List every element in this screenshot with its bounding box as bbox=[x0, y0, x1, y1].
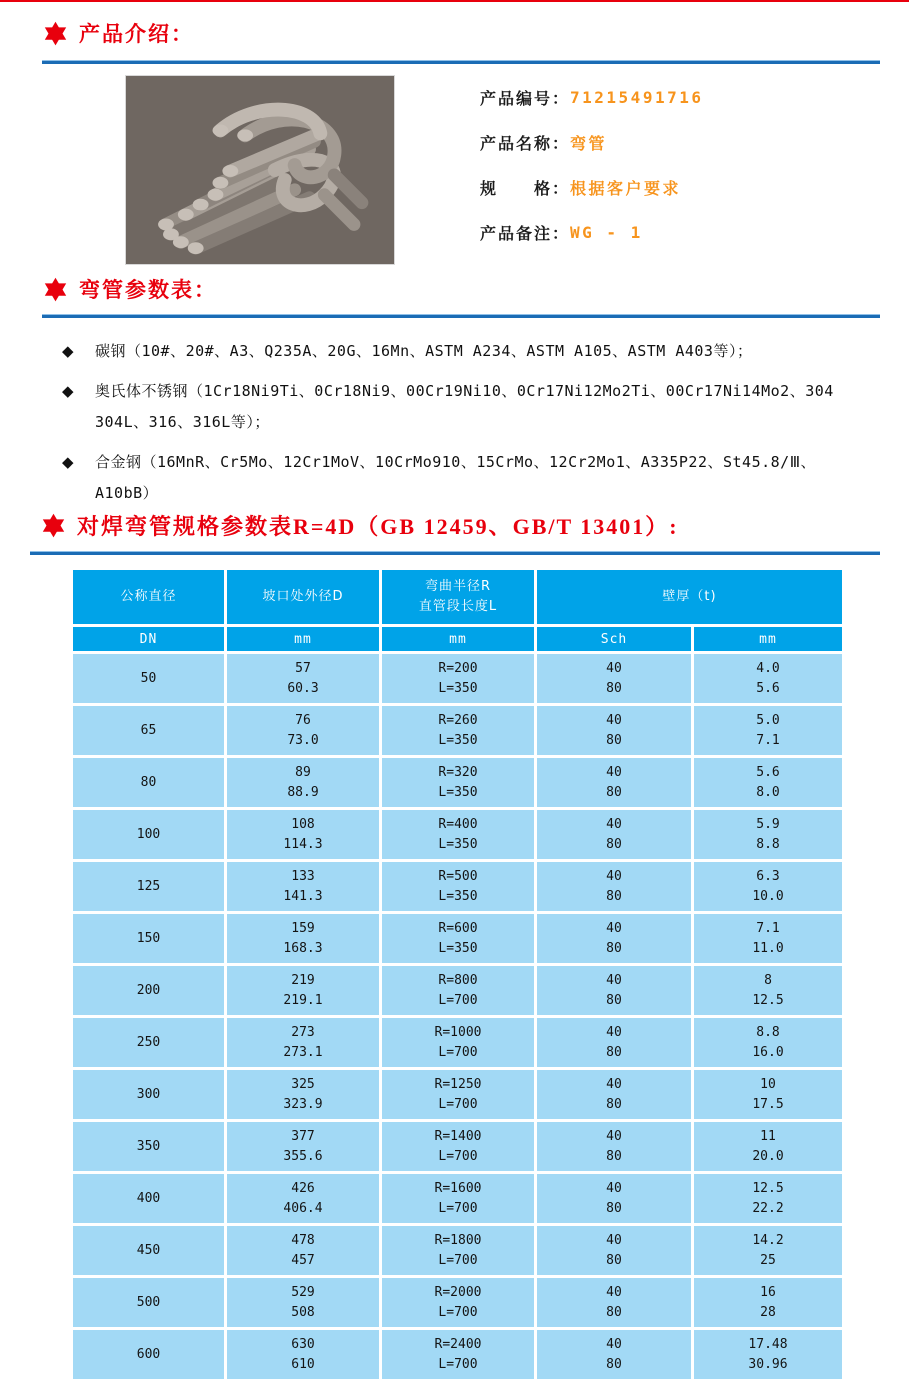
table-cell-radius-length: R=800 L=700 bbox=[382, 966, 534, 1015]
subheader-mm: mm bbox=[227, 627, 379, 651]
product-info bbox=[480, 88, 703, 268]
table-cell-thickness: 4.0 5.6 bbox=[694, 654, 842, 703]
product-note-value: WG - 1 bbox=[570, 222, 643, 242]
table-cell-sch: 40 80 bbox=[537, 1330, 691, 1379]
table-cell-outer-diameter: 478 457 bbox=[227, 1226, 379, 1275]
table-cell-outer-diameter: 159 168.3 bbox=[227, 914, 379, 963]
table-cell-radius-length: R=200 L=350 bbox=[382, 654, 534, 703]
star-icon bbox=[42, 276, 69, 303]
table-cell-sch: 40 80 bbox=[537, 654, 691, 703]
table-cell-dn: 350 bbox=[73, 1122, 224, 1171]
product-name-label: 产品名称： bbox=[480, 133, 571, 153]
section-params-title: 弯管参数表： bbox=[79, 278, 217, 302]
diamond-bullet-icon: ◆ bbox=[62, 342, 75, 360]
header-text: 壁厚（t) bbox=[662, 589, 717, 604]
table-cell-outer-diameter: 630 610 bbox=[227, 1330, 379, 1379]
subheader-mm: mm bbox=[694, 627, 842, 651]
table-cell-outer-diameter: 219 219.1 bbox=[227, 966, 379, 1015]
table-cell-sch: 40 80 bbox=[537, 1122, 691, 1171]
table-cell-dn: 125 bbox=[73, 862, 224, 911]
table-cell-thickness: 11 20.0 bbox=[694, 1122, 842, 1171]
material-item-stainless-steel bbox=[62, 376, 868, 438]
header-text: 坡口处外径D bbox=[262, 589, 344, 604]
table-cell-radius-length: R=600 L=350 bbox=[382, 914, 534, 963]
section-intro-title: 产品介绍： bbox=[79, 22, 194, 46]
section-intro-heading bbox=[42, 18, 194, 48]
table-cell-dn: 600 bbox=[73, 1330, 224, 1379]
table-cell-radius-length: R=1400 L=700 bbox=[382, 1122, 534, 1171]
header-text: 公称直径 bbox=[120, 589, 177, 604]
material-text: 合金钢（16MnR、Cr5Mo、12Cr1MoV、10CrMo910、15CrMo、12Cr2Mo1、A335P22、St45.8/Ⅲ、A10bB） bbox=[95, 453, 817, 502]
table-cell-radius-length: R=1000 L=700 bbox=[382, 1018, 534, 1067]
table-cell-radius-length: R=260 L=350 bbox=[382, 706, 534, 755]
product-spec-label: 规 格： bbox=[480, 178, 571, 198]
table-cell-dn: 400 bbox=[73, 1174, 224, 1223]
subheader-dn: DN bbox=[73, 627, 224, 651]
table-cell-dn: 100 bbox=[73, 810, 224, 859]
table-cell-radius-length: R=1800 L=700 bbox=[382, 1226, 534, 1275]
product-field-row bbox=[480, 133, 703, 151]
table-cell-thickness: 14.2 25 bbox=[694, 1226, 842, 1275]
subheader-sch: Sch bbox=[537, 627, 691, 651]
table-cell-sch: 40 80 bbox=[537, 1226, 691, 1275]
table-cell-thickness: 7.1 11.0 bbox=[694, 914, 842, 963]
section-spec-title: 对焊弯管规格参数表R=4D（GB 12459、GB/T 13401）: bbox=[77, 514, 679, 539]
table-cell-sch: 40 80 bbox=[537, 1174, 691, 1223]
spec-table bbox=[73, 570, 830, 1379]
table-cell-radius-length: R=320 L=350 bbox=[382, 758, 534, 807]
table-cell-outer-diameter: 377 355.6 bbox=[227, 1122, 379, 1171]
product-code-label: 产品编号： bbox=[480, 88, 571, 108]
table-cell-outer-diameter: 273 273.1 bbox=[227, 1018, 379, 1067]
table-cell-thickness: 17.48 30.96 bbox=[694, 1330, 842, 1379]
table-cell-dn: 300 bbox=[73, 1070, 224, 1119]
table-cell-sch: 40 80 bbox=[537, 1018, 691, 1067]
page-top-accent-line bbox=[0, 0, 909, 2]
table-cell-radius-length: R=2000 L=700 bbox=[382, 1278, 534, 1327]
table-cell-sch: 40 80 bbox=[537, 966, 691, 1015]
table-cell-dn: 250 bbox=[73, 1018, 224, 1067]
table-cell-thickness: 6.3 10.0 bbox=[694, 862, 842, 911]
table-cell-sch: 40 80 bbox=[537, 1278, 691, 1327]
table-cell-sch: 40 80 bbox=[537, 810, 691, 859]
table-cell-outer-diameter: 133 141.3 bbox=[227, 862, 379, 911]
product-code-value: 71215491716 bbox=[570, 87, 704, 107]
table-cell-dn: 80 bbox=[73, 758, 224, 807]
diamond-bullet-icon: ◆ bbox=[62, 382, 75, 400]
table-cell-thickness: 10 17.5 bbox=[694, 1070, 842, 1119]
section-divider-line bbox=[30, 551, 880, 555]
table-cell-radius-length: R=400 L=350 bbox=[382, 810, 534, 859]
table-cell-sch: 40 80 bbox=[537, 914, 691, 963]
table-cell-outer-diameter: 89 88.9 bbox=[227, 758, 379, 807]
table-cell-thickness: 16 28 bbox=[694, 1278, 842, 1327]
product-image bbox=[125, 75, 395, 265]
star-icon bbox=[40, 512, 67, 539]
table-cell-outer-diameter: 325 323.9 bbox=[227, 1070, 379, 1119]
product-spec-value: 根据客户要求 bbox=[570, 178, 682, 198]
table-cell-sch: 40 80 bbox=[537, 706, 691, 755]
table-cell-outer-diameter: 426 406.4 bbox=[227, 1174, 379, 1223]
table-cell-radius-length: R=500 L=350 bbox=[382, 862, 534, 911]
table-cell-dn: 50 bbox=[73, 654, 224, 703]
table-cell-outer-diameter: 57 60.3 bbox=[227, 654, 379, 703]
section-spec-heading bbox=[40, 510, 679, 541]
product-field-row bbox=[480, 178, 703, 196]
table-cell-dn: 450 bbox=[73, 1226, 224, 1275]
product-field-row bbox=[480, 88, 703, 106]
table-cell-thickness: 8 12.5 bbox=[694, 966, 842, 1015]
table-cell-radius-length: R=1600 L=700 bbox=[382, 1174, 534, 1223]
table-cell-thickness: 12.5 22.2 bbox=[694, 1174, 842, 1223]
col-header-wall-thickness bbox=[537, 570, 842, 624]
table-cell-outer-diameter: 529 508 bbox=[227, 1278, 379, 1327]
table-cell-radius-length: R=2400 L=700 bbox=[382, 1330, 534, 1379]
table-cell-sch: 40 80 bbox=[537, 1070, 691, 1119]
col-header-outer-diameter bbox=[227, 570, 379, 624]
material-item-carbon-steel bbox=[62, 336, 868, 367]
header-text: 直管段长度L bbox=[418, 599, 498, 614]
diamond-bullet-icon: ◆ bbox=[62, 453, 75, 471]
col-header-nominal-diameter bbox=[73, 570, 224, 624]
header-text: 弯曲半径R bbox=[424, 579, 492, 594]
subheader-mm: mm bbox=[382, 627, 534, 651]
material-item-alloy-steel bbox=[62, 447, 868, 509]
product-field-row bbox=[480, 223, 703, 241]
table-cell-thickness: 5.6 8.0 bbox=[694, 758, 842, 807]
product-note-label: 产品备注： bbox=[480, 223, 571, 243]
material-text: 奥氏体不锈钢（1Cr18Ni9Ti、0Cr18Ni9、00Cr19Ni10、0Cr17Ni12Mo2Ti、00Cr17Ni14Mo2、304 304L、316、316L等）； bbox=[95, 382, 834, 431]
star-icon bbox=[42, 20, 69, 47]
materials-list bbox=[62, 336, 868, 518]
material-text: 碳钢（10#、20#、A3、Q235A、20G、16Mn、ASTM A234、ASTM A105、ASTM A403等）； bbox=[95, 342, 753, 360]
table-cell-outer-diameter: 76 73.0 bbox=[227, 706, 379, 755]
col-header-radius-length bbox=[382, 570, 534, 624]
pipes-illustration bbox=[126, 76, 394, 264]
table-cell-outer-diameter: 108 114.3 bbox=[227, 810, 379, 859]
table-cell-dn: 200 bbox=[73, 966, 224, 1015]
section-divider-line bbox=[42, 314, 880, 318]
table-cell-sch: 40 80 bbox=[537, 758, 691, 807]
table-cell-dn: 65 bbox=[73, 706, 224, 755]
product-name-value: 弯管 bbox=[570, 133, 608, 153]
section-params-heading bbox=[42, 274, 217, 304]
table-cell-radius-length: R=1250 L=700 bbox=[382, 1070, 534, 1119]
section-divider-line bbox=[42, 60, 880, 64]
table-cell-thickness: 5.0 7.1 bbox=[694, 706, 842, 755]
table-cell-sch: 40 80 bbox=[537, 862, 691, 911]
table-cell-dn: 500 bbox=[73, 1278, 224, 1327]
table-cell-thickness: 5.9 8.8 bbox=[694, 810, 842, 859]
table-cell-thickness: 8.8 16.0 bbox=[694, 1018, 842, 1067]
table-cell-dn: 150 bbox=[73, 914, 224, 963]
